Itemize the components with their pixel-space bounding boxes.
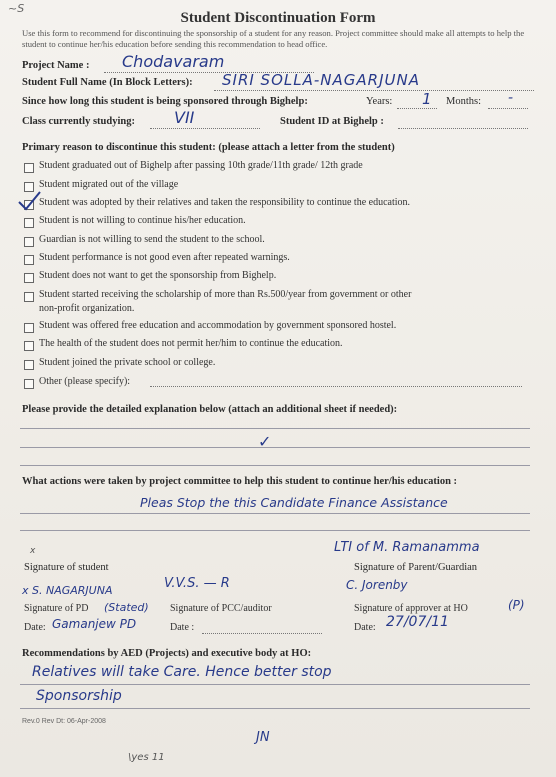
reason-checkbox[interactable]: [24, 341, 34, 351]
footer-mark: \yes 11: [128, 752, 165, 763]
reason-option: Student is not willing to continue his/her education.: [39, 215, 246, 226]
project-name-label: Project Name :: [22, 60, 90, 71]
parent-signature-handwritten[interactable]: LTI of M. Ramanamma: [334, 540, 480, 555]
date-ho-value[interactable]: 27/07/11: [386, 614, 449, 630]
years-label: Years:: [366, 96, 393, 107]
pcc-signature-label: Signature of PCC/auditor: [170, 603, 272, 614]
form-title: Student Discontinuation Form: [180, 10, 376, 26]
project-name-value[interactable]: Chodavaram: [122, 52, 225, 71]
reason-checkbox[interactable]: [24, 379, 34, 389]
reason-option: Student joined the private school or college.: [39, 357, 216, 368]
reason-checkbox[interactable]: [24, 273, 34, 283]
reason-checkbox[interactable]: [24, 237, 34, 247]
reason-checkbox[interactable]: [24, 163, 34, 173]
pd-signature-handwritten[interactable]: V.V.S. — R: [164, 576, 230, 591]
reason-option: Student graduated out of Bighelp after passing 10th grade/11th grade/ 12th grade: [39, 160, 363, 171]
approver-mark: (P): [508, 598, 525, 612]
actions-line: [20, 530, 530, 531]
explanation-line: [20, 465, 530, 466]
x-mark: x: [30, 546, 36, 556]
reason-option: Student was offered free education and accommodation by government sponsored hostel.: [39, 320, 397, 331]
other-specify-line: [150, 386, 522, 387]
months-label: Months:: [446, 96, 482, 107]
class-label: Class currently studying:: [22, 116, 135, 127]
student-id-label: Student ID at Bighelp :: [280, 116, 384, 127]
footer-initials: JN: [256, 730, 270, 745]
full-name-line: [214, 90, 534, 91]
reason-checkbox[interactable]: [24, 323, 34, 333]
reason-option: Other (please specify):: [39, 376, 131, 387]
recommendations-line: [20, 708, 530, 709]
recommendations-line2[interactable]: Sponsorship: [36, 688, 122, 704]
recommendations-line: [20, 684, 530, 685]
approver-signature-handwritten[interactable]: C. Jorenby: [346, 578, 408, 592]
reason-option-continuation: non-profit organization.: [39, 303, 135, 314]
reason-option: Student was adopted by their relatives and taken the responsibility to continue the education.: [39, 197, 411, 208]
revision-text: Rev.0 Rev Dt: 06-Apr-2008: [22, 718, 106, 725]
actions-line: [20, 513, 530, 514]
student-id-line: [398, 128, 528, 129]
reason-option: Guardian is not willing to send the student to the school.: [39, 234, 265, 245]
class-value[interactable]: VII: [174, 108, 195, 127]
reason-checkbox[interactable]: [24, 292, 34, 302]
pd-signature-label: Signature of PD: [24, 603, 89, 614]
reasons-heading: Primary reason to discontinue this student: (please attach a letter from the student): [22, 142, 395, 153]
reason-option: Student does not want to get the sponsorship from Bighelp.: [39, 270, 277, 281]
sponsored-since-label: Since how long this student is being sponsored through Bighelp:: [22, 96, 308, 107]
reason-checkbox[interactable]: [24, 255, 34, 265]
reason-option: Student performance is not good even after repeated warnings.: [39, 252, 290, 263]
actions-handwritten[interactable]: Pleas Stop the this Candidate Finance Assistance: [140, 495, 448, 510]
approver-signature-label: Signature of approver at HO: [354, 603, 468, 614]
explanation-line: [20, 428, 530, 429]
date-pcc-line: [202, 633, 322, 634]
months-line: [488, 108, 528, 109]
explanation-handwritten[interactable]: ✓: [258, 432, 272, 451]
reason-option: Student migrated out of the village: [39, 179, 179, 190]
class-line: [150, 128, 260, 129]
reason-option: The health of the student does not permit her/him to continue the education.: [39, 338, 343, 349]
date-pd-label: Date:: [24, 622, 46, 633]
reason-checkbox[interactable]: [24, 360, 34, 370]
explanation-label: Please provide the detailed explanation below (attach an additional sheet if needed):: [22, 404, 398, 415]
full-name-value[interactable]: SIRI SOLLA-NAGARJUNA: [222, 71, 420, 89]
form-intro: Use this form to recommend for discontinuing the sponsorship of a student for any reason. Project committee should make all attempts to help the student to continue her/his education before sending this recommendation to head office.: [22, 28, 525, 49]
date-pcc-label: Date :: [170, 622, 195, 633]
months-value[interactable]: -: [508, 90, 514, 106]
years-line: [397, 108, 437, 109]
student-signature-handwritten[interactable]: x S. NAGARJUNA: [22, 584, 113, 597]
date-ho-label: Date:: [354, 622, 376, 633]
date-pd-handwritten[interactable]: Gamanjew PD: [52, 617, 137, 631]
recommendations-label: Recommendations by AED (Projects) and executive body at HO:: [22, 648, 312, 659]
years-value[interactable]: 1: [422, 90, 432, 108]
pd-note: (Stated): [104, 601, 149, 614]
explanation-line: [20, 447, 530, 448]
actions-label: What actions were taken by project committee to help this student to continue her/his education :: [22, 476, 458, 487]
full-name-label: Student Full Name (In Block Letters):: [22, 77, 193, 88]
corner-mark: ~S: [8, 2, 25, 15]
recommendations-line1[interactable]: Relatives will take Care. Hence better stop: [32, 664, 332, 680]
reason-option: Student started receiving the scholarship of more than Rs.500/year from government or other: [39, 289, 412, 300]
student-signature-label: Signature of student: [24, 562, 109, 573]
reason-checkbox[interactable]: [24, 218, 34, 228]
parent-signature-label: Signature of Parent/Guardian: [354, 562, 478, 573]
